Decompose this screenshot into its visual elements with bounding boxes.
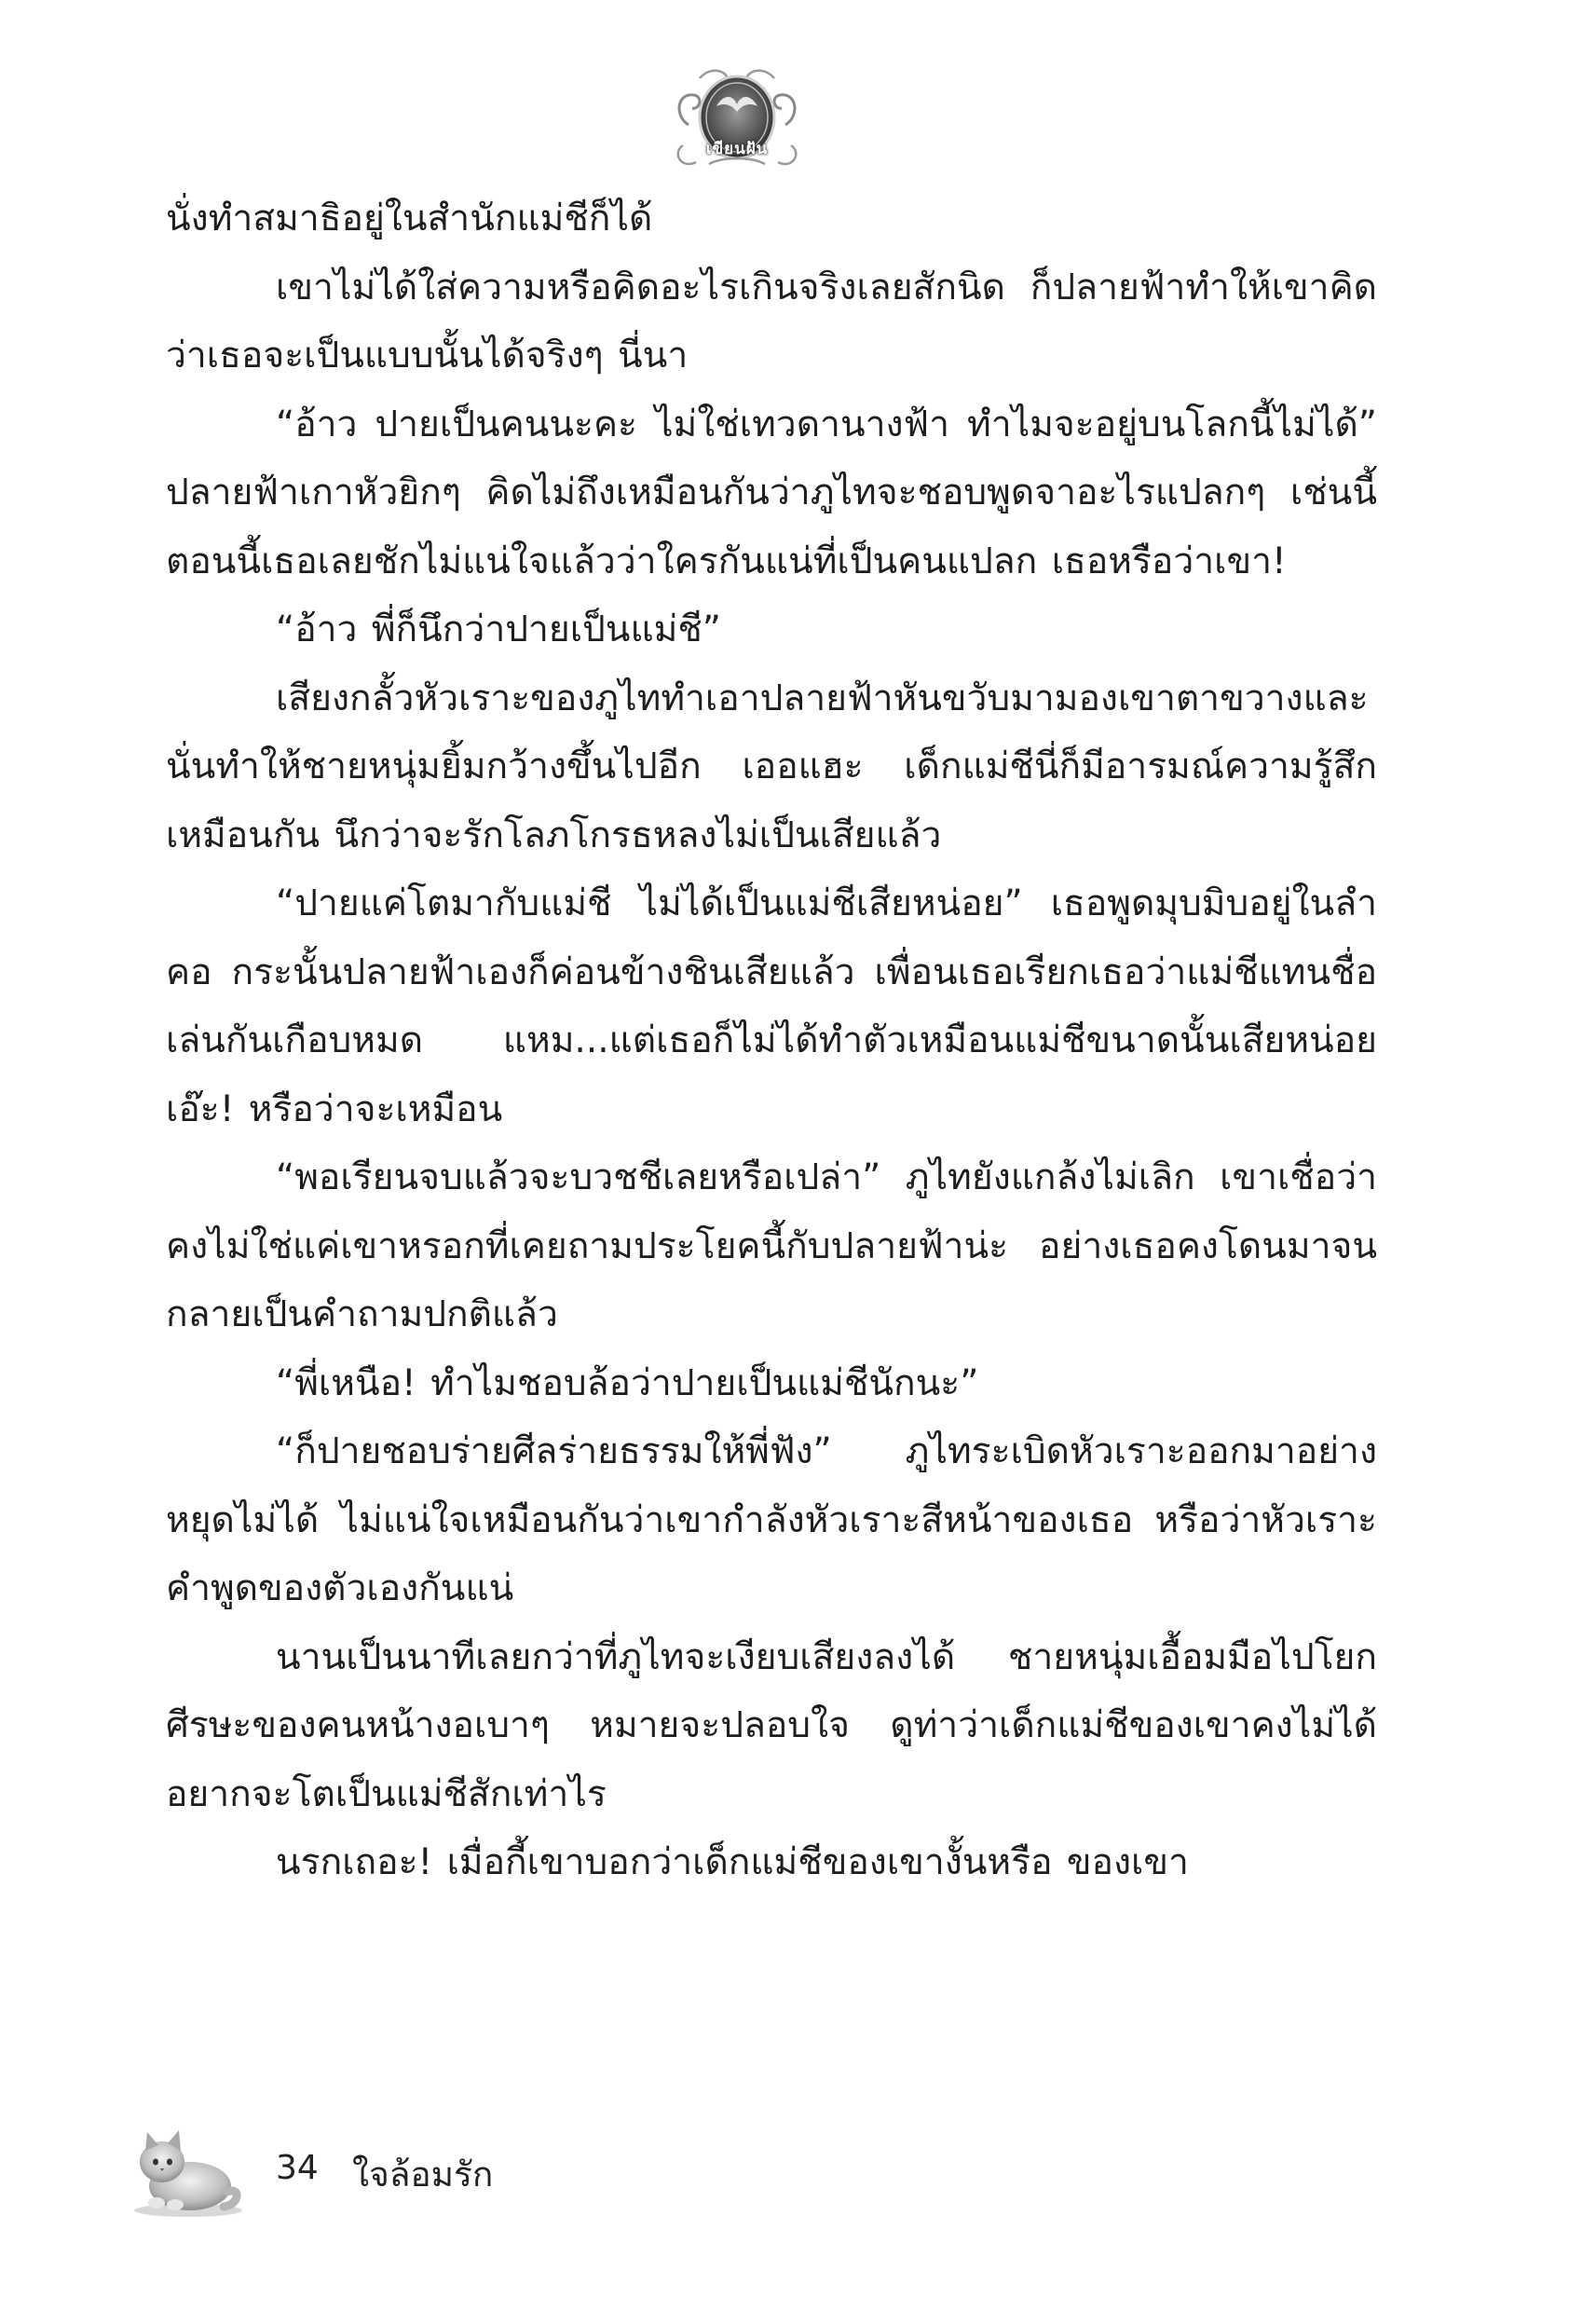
page-footer [123, 2125, 682, 2218]
paragraph: เขาไม่ได้ใส่ความหรือคิดอะไรเกินจริงเลยสักนิด ก็ปลายฟ้าทำให้เขาคิดว่าเธอจะเป็นแบบนั้นได้จริงๆ นี่นา [166, 266, 1377, 376]
book-title: ใจล้อมรัก [352, 2154, 494, 2195]
paragraph: “อ้าว ปายเป็นคนนะคะ ไม่ใช่เทวดานางฟ้า ทำไมจะอยู่บนโลกนี้ไม่ได้” ปลายฟ้าเกาหัวยิกๆ คิดไม่ถึงเหมือนกันว่าภูไทจะชอบพูดจาอะไรแปลกๆ เช่นนี้ ตอนนี้เธอเลยชักไม่แน่ใจแล้วว่าใครกันแน่ที่เป็นคนแปลก เธอหรือว่าเขา! [166, 403, 1377, 582]
paragraph: “ก็ปายชอบร่ายศีลร่ายธรรมให้พี่ฟัง” ภูไทระเบิดหัวเราะออกมาอย่างหยุดไม่ได้ ไม่แน่ใจเหมือนกันว่าเขากำลังหัวเราะสีหน้าของเธอ หรือว่าหัวเราะคำพูดของตัวเองกันแน่ [166, 1430, 1377, 1609]
page-number: 34 [276, 2149, 319, 2187]
paragraph: “อ้าว พี่ก็นึกว่าปายเป็นแม่ชี” [276, 609, 721, 650]
body-text [166, 185, 1377, 1897]
paragraph: นั่งทำสมาธิอยู่ในสำนักแม่ชีก็ได้ [166, 198, 653, 239]
publisher-logo [672, 60, 802, 173]
logo-text: เขียนฝัน [705, 140, 769, 158]
kitten-photo-icon [123, 2125, 244, 2218]
paragraph: “พี่เหนือ! ทำไมชอบล้อว่าปายเป็นแม่ชีนักนะ” [276, 1361, 979, 1404]
paragraph: นานเป็นนาทีเลยกว่าที่ภูไทจะเงียบเสียงลงได้ ชายหนุ่มเอื้อมมือไปโยกศีรษะของคนหน้างอเบาๆ หมายจะปลอบใจ ดูท่าว่าเด็กแม่ชีของเขาคงไม่ได้อยากจะโตเป็นแม่ชีสักเท่าไร [166, 1635, 1377, 1815]
paragraph: “ปายแค่โตมากับแม่ชี ไม่ได้เป็นแม่ชีเสียหน่อย” เธอพูดมุบมิบอยู่ในลำคอ กระนั้นปลายฟ้าเองก็ค่อนข้างชินเสียแล้ว เพื่อนเธอเรียกเธอว่าแม่ชีแทนชื่อเล่นกันเกือบหมด แหม...แต่เธอก็ไม่ได้ทำตัวเหมือนแม่ชีขนาดนั้นเสียหน่อย เอ๊ะ! หรือว่าจะเหมือน [166, 882, 1377, 1130]
paragraph: “พอเรียนจบแล้วจะบวชชีเลยหรือเปล่า” ภูไทยังแกล้งไม่เลิก เขาเชื่อว่าคงไม่ใช่แค่เขาหรอกที่เคยถามประโยคนี้กับปลายฟ้าน่ะ อย่างเธอคงโดนมาจนกลายเป็นคำถามปกติแล้ว [166, 1156, 1377, 1335]
paragraph: นรกเถอะ! เมื่อกี้เขาบอกว่าเด็กแม่ชีของเขางั้นหรือ ของเขา [276, 1841, 1189, 1883]
paragraph: เสียงกลั้วหัวเราะของภูไททำเอาปลายฟ้าหันขวับมามองเขาตาขวางและนั่นทำให้ชายหนุ่มยิ้มกว้างขึ้นไปอีก เออแฮะ เด็กแม่ชีนี่ก็มีอารมณ์ความรู้สึกเหมือนกัน นึกว่าจะรักโลภโกรธหลงไม่เป็นเสียแล้ว [166, 677, 1377, 856]
